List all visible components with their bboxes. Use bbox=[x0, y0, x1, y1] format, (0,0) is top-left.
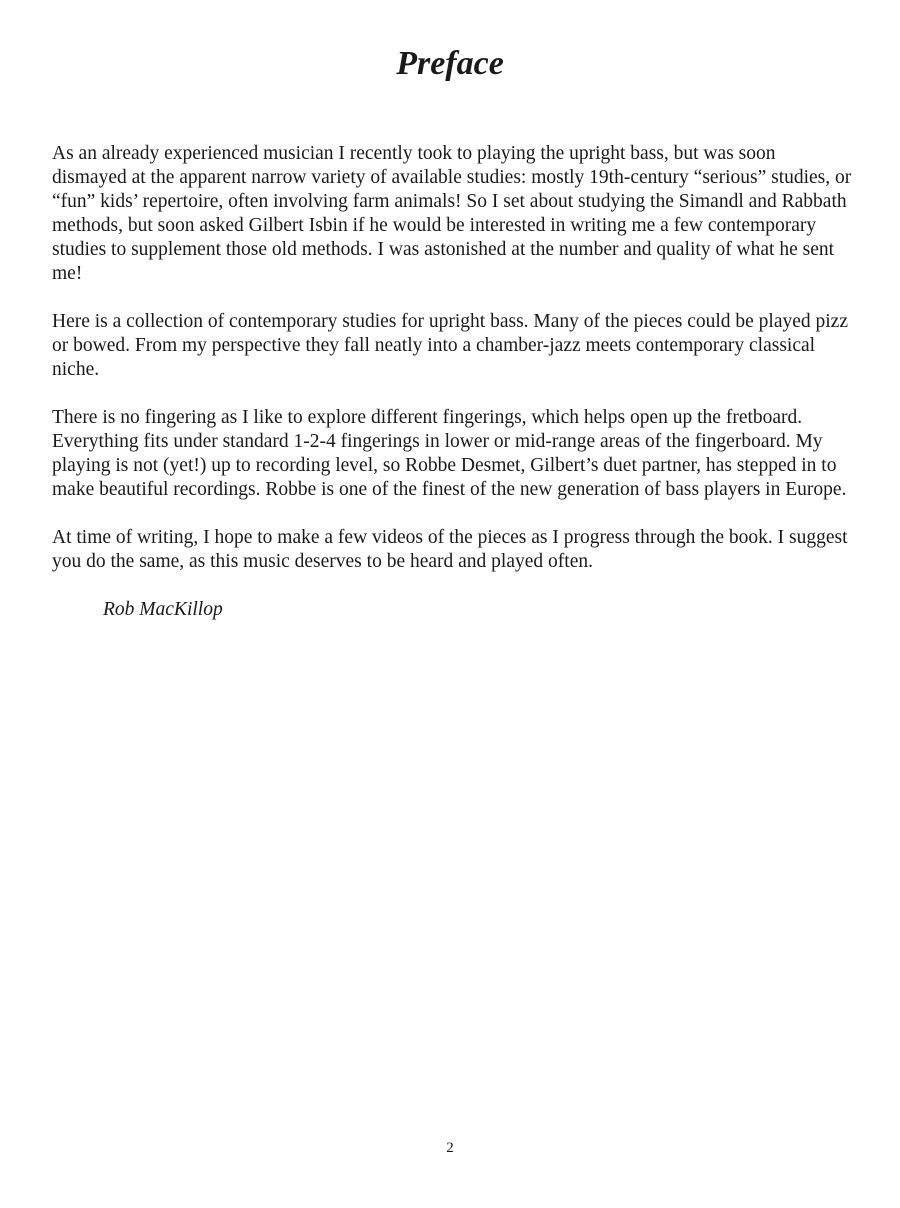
paragraph-2: Here is a collection of contemporary studies for upright bass. Many of the pieces could be played pizz or bowed. From my perspective they fall neatly into a chamber-jazz meets contemporary classical niche. bbox=[52, 311, 848, 380]
paragraph-1: As an already experienced musician I recently took to playing the upright bass, but was soon dismayed at the apparent narrow variety of available studies: mostly 19th-century “serious” studies, or “fun” kids’ repertoire, often involving farm animals! So I set about studying the Simandl and Rabbath methods, but soon asked Gilbert Isbin if he would be interested in writing me a few contemporary studies to supplement those old methods. I was astonished at the number and quality of what he sent me! bbox=[52, 143, 852, 284]
paragraph-4: At time of writing, I hope to make a few videos of the pieces as I progress through the book. I suggest you do the same, as this music deserves to be heard and played often. bbox=[52, 527, 848, 572]
page-number: 2 bbox=[446, 1140, 454, 1156]
author-signature: Rob MacKillop bbox=[103, 599, 223, 620]
preface-body bbox=[52, 142, 852, 646]
paragraph-3: There is no fingering as I like to explore different fingerings, which helps open up the fretboard. Everything fits under standard 1-2-4 fingerings in lower or mid-range areas of the fingerboard. My playing is not (yet!) up to recording level, so Robbe Desmet, Gilbert’s duet partner, has stepped in to make beautiful recordings. Robbe is one of the finest of the new generation of bass players in Europe. bbox=[52, 407, 847, 500]
page-title: Preface bbox=[396, 45, 504, 82]
